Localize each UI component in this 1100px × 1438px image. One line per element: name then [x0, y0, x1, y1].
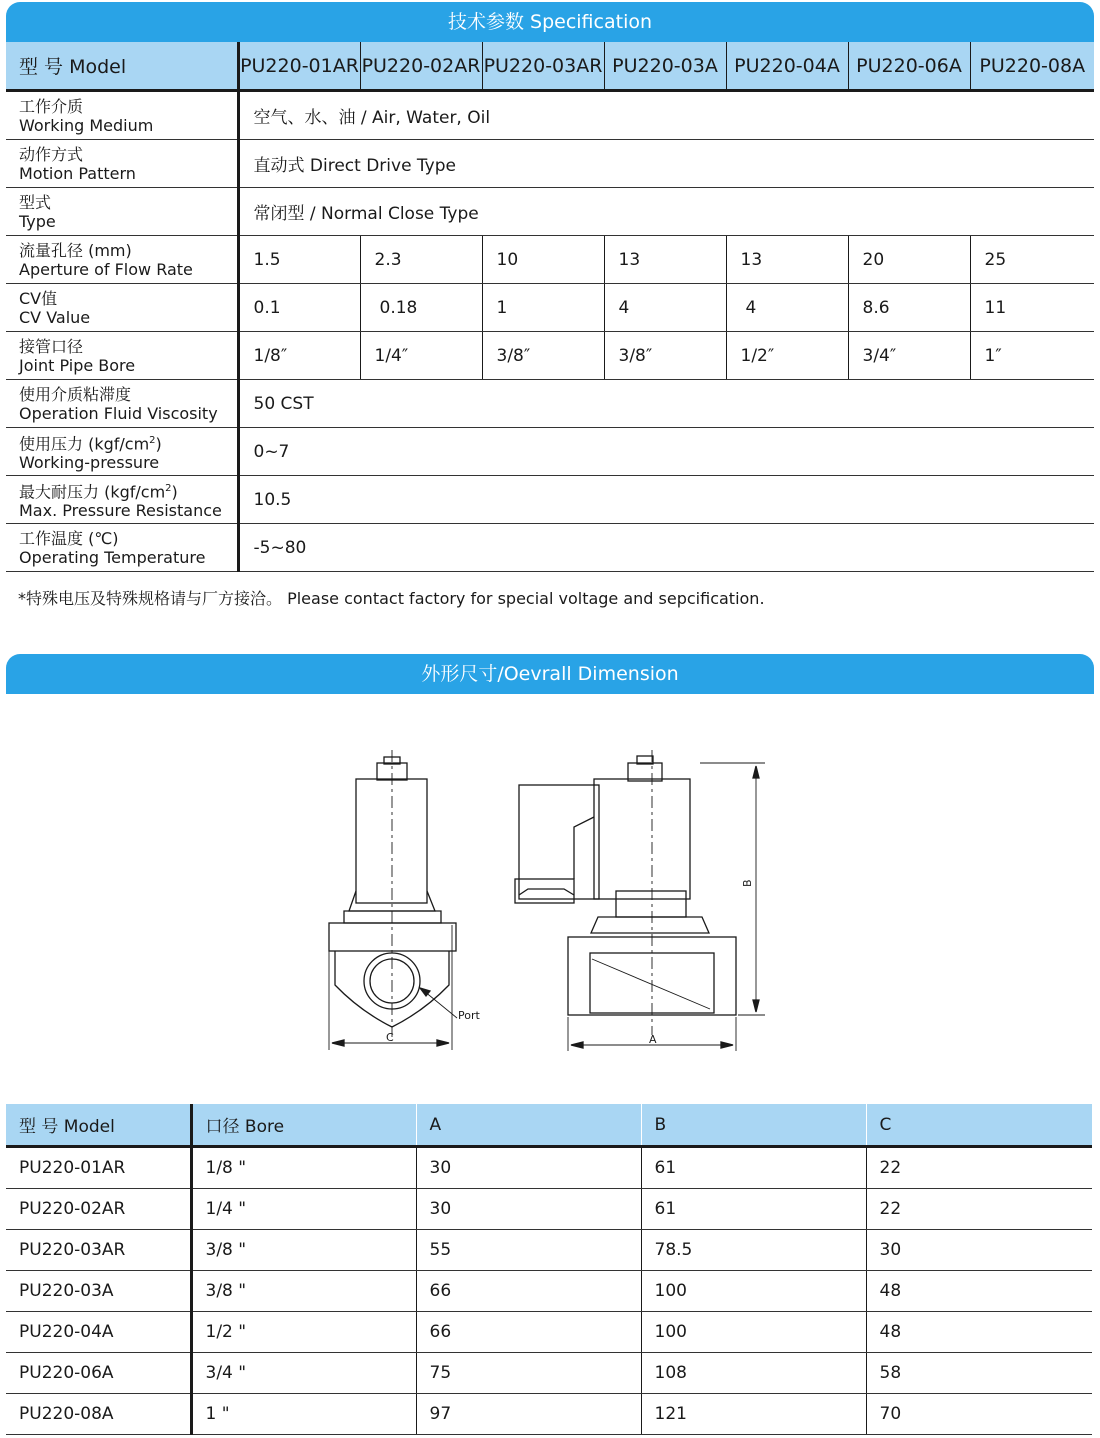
model-cell: PU220-02AR [6, 1189, 191, 1230]
cv-cell: 4 [604, 284, 726, 332]
aperture-row [6, 236, 1094, 284]
label-en: Joint Pipe Bore [19, 355, 136, 375]
bore-cell: 1/8″ [238, 332, 360, 380]
label-cn: 动作方式 [19, 144, 84, 164]
c-cell: 22 [866, 1147, 1092, 1189]
valve-end-view [329, 750, 457, 1050]
label-cn-text: 最大耐压力 (kgf/cm [19, 482, 166, 502]
model-label: 型 号 Model [6, 42, 238, 91]
bore-cell: 1/2 " [191, 1312, 416, 1353]
dimension-table [6, 1104, 1092, 1435]
model-header: PU220-04A [726, 42, 848, 91]
row-label [6, 476, 238, 524]
aperture-cell: 1.5 [238, 236, 360, 284]
spec-header-row [6, 42, 1094, 91]
b-cell: 121 [641, 1394, 866, 1435]
label-cn: 使用介质粘滞度 [19, 384, 132, 404]
model-cell: PU220-01AR [6, 1147, 191, 1189]
spec-table [6, 42, 1094, 572]
a-cell: 66 [416, 1312, 641, 1353]
aperture-cell: 20 [848, 236, 970, 284]
label-a: A [649, 1033, 657, 1046]
col-header-model: 型 号 Model [6, 1104, 191, 1147]
b-cell: 100 [641, 1271, 866, 1312]
c-cell: 58 [866, 1353, 1092, 1394]
a-cell: 75 [416, 1353, 641, 1394]
spec-banner [6, 2, 1094, 42]
superscript: 2 [165, 482, 172, 494]
label-en: Working Medium [19, 115, 154, 135]
table-row [6, 1312, 1092, 1353]
model-cell: PU220-03A [6, 1271, 191, 1312]
bore-cell: 3/8″ [482, 332, 604, 380]
row-label [6, 140, 238, 188]
aperture-cell: 2.3 [360, 236, 482, 284]
aperture-cell: 13 [726, 236, 848, 284]
cv-cell: 0.1 [238, 284, 360, 332]
cv-cell: 11 [970, 284, 1094, 332]
label-en: Motion Pattern [19, 163, 136, 183]
a-cell: 97 [416, 1394, 641, 1435]
row-value: 空气、水、油 / Air, Water, Oil [238, 91, 1094, 140]
row-label [6, 236, 238, 284]
label-c: C [386, 1031, 394, 1044]
col-header-a: A [416, 1104, 641, 1147]
model-cell: PU220-04A [6, 1312, 191, 1353]
a-cell: 55 [416, 1230, 641, 1271]
label-b: B [741, 879, 754, 887]
pipe-bore-row [6, 332, 1094, 380]
c-cell: 48 [866, 1271, 1092, 1312]
model-header: PU220-03AR [482, 42, 604, 91]
row-label [6, 188, 238, 236]
cv-cell: 8.6 [848, 284, 970, 332]
dimension-title: 外形尺寸/Oevrall Dimension [421, 663, 679, 685]
c-cell: 70 [866, 1394, 1092, 1435]
model-header: PU220-02AR [360, 42, 482, 91]
row-label [6, 332, 238, 380]
model-header: PU220-01AR [238, 42, 360, 91]
label-port: Port [458, 1009, 480, 1022]
row-value: 0~7 [238, 428, 1094, 476]
model-cell: PU220-08A [6, 1394, 191, 1435]
b-cell: 100 [641, 1312, 866, 1353]
model-header: PU220-03A [604, 42, 726, 91]
b-cell: 61 [641, 1147, 866, 1189]
label-cn: 工作介质 [19, 96, 84, 116]
bore-cell: 1/2″ [726, 332, 848, 380]
aperture-cell: 13 [604, 236, 726, 284]
cv-cell: 0.18 [360, 284, 482, 332]
bore-cell: 1/4 " [191, 1189, 416, 1230]
temperature-row [6, 524, 1094, 572]
bore-cell: 1 " [191, 1394, 416, 1435]
model-cell: PU220-06A [6, 1353, 191, 1394]
row-label [6, 428, 238, 476]
working-medium-row [6, 91, 1094, 140]
model-header: PU220-08A [970, 42, 1094, 91]
label-cn [19, 431, 237, 453]
table-row [6, 1394, 1092, 1435]
label-cn-end: ) [171, 482, 178, 502]
row-label [6, 380, 238, 428]
label-cn-text: 使用压力 (kgf/cm [19, 434, 150, 454]
table-row [6, 1189, 1092, 1230]
label-cn-end: ) [155, 434, 162, 454]
row-label [6, 524, 238, 572]
label-en: Aperture of Flow Rate [19, 259, 193, 279]
bore-cell: 3/8″ [604, 332, 726, 380]
a-cell: 66 [416, 1271, 641, 1312]
col-header-c: C [866, 1104, 1092, 1147]
bore-cell: 1/4″ [360, 332, 482, 380]
bore-cell: 3/4″ [848, 332, 970, 380]
label-en: Operating Temperature [19, 547, 206, 567]
superscript: 2 [149, 434, 156, 446]
label-en: CV Value [19, 307, 91, 327]
row-label [6, 284, 238, 332]
bore-cell: 3/8 " [191, 1271, 416, 1312]
spec-title: 技术参数 Specification [447, 11, 653, 33]
row-value: 10.5 [238, 476, 1094, 524]
label-en: Operation Fluid Viscosity [19, 403, 218, 423]
row-value: 50 CST [238, 380, 1094, 428]
max-pressure-row [6, 476, 1094, 524]
bore-cell: 3/4 " [191, 1353, 416, 1394]
type-row [6, 188, 1094, 236]
bore-cell: 3/8 " [191, 1230, 416, 1271]
b-cell: 61 [641, 1189, 866, 1230]
c-cell: 22 [866, 1189, 1092, 1230]
cv-row [6, 284, 1094, 332]
b-cell: 108 [641, 1353, 866, 1394]
valve-dimension-drawing [300, 745, 780, 1060]
bore-cell: 1/8 " [191, 1147, 416, 1189]
aperture-cell: 10 [482, 236, 604, 284]
aperture-cell: 25 [970, 236, 1094, 284]
table-row [6, 1230, 1092, 1271]
label-en: Max. Pressure Resistance [19, 501, 222, 521]
table-row [6, 1147, 1092, 1189]
valve-side-view [515, 750, 765, 1051]
label-cn: 工作温度 (℃) [19, 528, 119, 548]
label-cn [19, 479, 237, 501]
motion-pattern-row [6, 140, 1094, 188]
a-cell: 30 [416, 1147, 641, 1189]
label-en: Working-pressure [19, 453, 160, 473]
model-cell: PU220-03AR [6, 1230, 191, 1271]
c-cell: 48 [866, 1312, 1092, 1353]
dimension-header-row [6, 1104, 1092, 1147]
cv-cell: 4 [726, 284, 848, 332]
col-header-bore: 口径 Bore [191, 1104, 416, 1147]
contact-note: *特殊电压及特殊规格请与厂方接洽。 Please contact factory for special voltage and sepcification. [18, 589, 765, 608]
col-header-b: B [641, 1104, 866, 1147]
a-cell: 30 [416, 1189, 641, 1230]
viscosity-row [6, 380, 1094, 428]
row-value: -5~80 [238, 524, 1094, 572]
label-cn: 接管口径 [19, 336, 84, 356]
cv-cell: 1 [482, 284, 604, 332]
label-en: Type [19, 211, 56, 231]
row-value: 直动式 Direct Drive Type [238, 140, 1094, 188]
label-cn: 流量孔径 (mm) [19, 240, 132, 260]
table-row [6, 1353, 1092, 1394]
c-cell: 30 [866, 1230, 1092, 1271]
b-cell: 78.5 [641, 1230, 866, 1271]
table-row [6, 1271, 1092, 1312]
bore-cell: 1″ [970, 332, 1094, 380]
working-pressure-row [6, 428, 1094, 476]
row-label [6, 91, 238, 140]
row-value: 常闭型 / Normal Close Type [238, 188, 1094, 236]
label-cn: 型式 [19, 192, 52, 212]
model-header: PU220-06A [848, 42, 970, 91]
dimension-banner [6, 654, 1094, 694]
label-cn: CV值 [19, 288, 58, 308]
